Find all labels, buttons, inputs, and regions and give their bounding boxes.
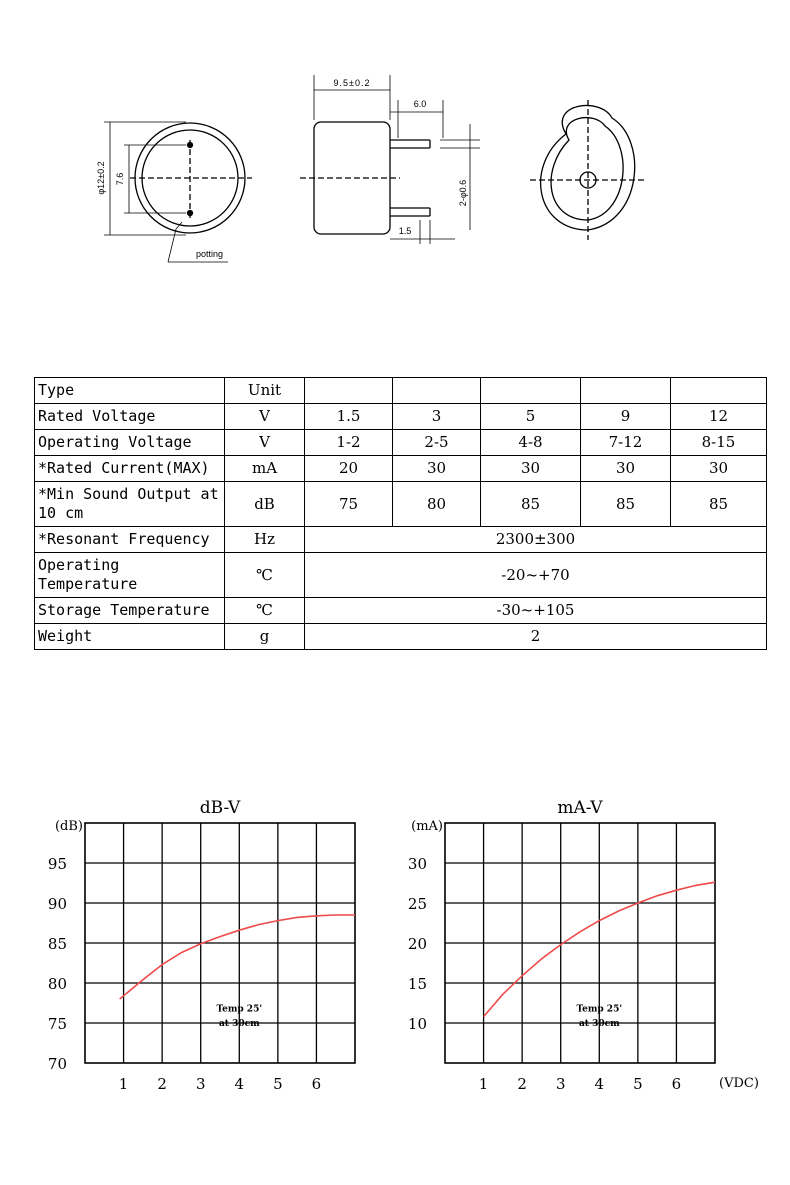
x-tick-label: 3	[195, 1075, 206, 1093]
cell-value: 9	[581, 404, 671, 430]
annotation-text: at 30cm	[218, 1018, 260, 1029]
row-label: Weight	[35, 624, 225, 650]
row-label: Operating Voltage	[35, 430, 225, 456]
row-unit: mA	[225, 456, 305, 482]
x-tick-label: 3	[555, 1075, 566, 1093]
table-row	[35, 598, 767, 624]
dim-diameter: φ12±0.2	[96, 161, 106, 195]
x-tick-label: 5	[273, 1075, 283, 1093]
row-label: *Rated Current(MAX)	[35, 456, 225, 482]
y-tick-label: 80	[47, 975, 67, 993]
x-tick-label: 4	[594, 1075, 605, 1093]
y-tick-label: 15	[407, 975, 427, 993]
y-tick-label: 70	[47, 1055, 67, 1073]
table-row	[35, 553, 767, 598]
row-label	[35, 553, 225, 598]
row-unit: V	[225, 404, 305, 430]
x-tick-label: 6	[671, 1075, 682, 1093]
cell-value: 30	[671, 456, 767, 482]
y-axis-label: (dB)	[54, 819, 83, 834]
y-tick-label: 25	[407, 895, 427, 913]
dim-pin-diameter: 2-φ0.6	[458, 179, 468, 207]
row-unit: ℃	[225, 553, 305, 598]
cell-value: -20~+70	[305, 553, 767, 598]
ma-v-chart	[400, 790, 760, 1100]
table-row	[35, 527, 767, 553]
cell-value: 2	[305, 624, 767, 650]
y-axis-label: (mA)	[411, 819, 443, 834]
cell-value: 2300±300	[305, 527, 767, 553]
cell-value: 85	[481, 482, 581, 527]
cell-value: 30	[393, 456, 481, 482]
x-tick-label: 1	[478, 1075, 489, 1093]
row-label-line: *Min Sound Output at	[38, 485, 219, 503]
x-tick-label: 2	[157, 1075, 167, 1093]
dim-pin-pitch: 7.6	[115, 172, 125, 186]
cell-value: 85	[581, 482, 671, 527]
x-tick-label: 4	[234, 1075, 245, 1093]
row-label: Storage Temperature	[35, 598, 225, 624]
dim-length: 9.5±0.2	[333, 78, 371, 88]
annotation-text: at 30cm	[578, 1018, 620, 1029]
table-row	[35, 404, 767, 430]
side-view-body	[314, 122, 390, 234]
row-unit: V	[225, 430, 305, 456]
x-tick-label: 1	[118, 1075, 129, 1093]
row-unit: ℃	[225, 598, 305, 624]
header-type: Type	[35, 378, 225, 404]
cell-value: 12	[671, 404, 767, 430]
x-tick-label: 6	[311, 1075, 322, 1093]
y-tick-label: 85	[47, 935, 67, 953]
chart-title: dB-V	[199, 798, 241, 818]
table-row	[35, 430, 767, 456]
cell-value: 5	[481, 404, 581, 430]
table-row	[35, 456, 767, 482]
cell-value: 1.5	[305, 404, 393, 430]
y-tick-label: 10	[407, 1015, 427, 1033]
cell-value: 2-5	[393, 430, 481, 456]
table-row	[35, 482, 767, 527]
cell-value: 3	[393, 404, 481, 430]
y-tick-label: 20	[407, 935, 427, 953]
db-v-chart	[40, 790, 370, 1100]
cell-value: 30	[581, 456, 671, 482]
row-label: Rated Voltage	[35, 404, 225, 430]
potting-label: potting	[196, 249, 224, 259]
spec-table	[34, 377, 767, 650]
y-tick-label: 30	[407, 855, 427, 873]
mechanical-drawing	[0, 0, 790, 290]
dim-pin-offset: 1.5	[398, 226, 412, 236]
cell-value: 80	[393, 482, 481, 527]
cell-value: 85	[671, 482, 767, 527]
cell-value: 7-12	[581, 430, 671, 456]
cell-value: 20	[305, 456, 393, 482]
dim-pin-length: 6.0	[413, 99, 427, 109]
row-label: *Resonant Frequency	[35, 527, 225, 553]
row-label-line: Operating	[38, 556, 120, 574]
x-tick-label: 2	[517, 1075, 527, 1093]
cell-value: 4-8	[481, 430, 581, 456]
row-label-line: 10 cm	[38, 504, 84, 522]
x-tick-label: 5	[633, 1075, 643, 1093]
header-unit: Unit	[225, 378, 305, 404]
annotation-text: Temp 25'	[576, 1004, 623, 1015]
y-tick-label: 95	[47, 855, 67, 873]
table-row	[35, 624, 767, 650]
cell-value: 8-15	[671, 430, 767, 456]
x-axis-label: (VDC)	[719, 1076, 759, 1091]
cell-value: 75	[305, 482, 393, 527]
cell-value: 1-2	[305, 430, 393, 456]
row-unit: dB	[225, 482, 305, 527]
y-tick-label: 75	[47, 1015, 67, 1033]
row-unit: Hz	[225, 527, 305, 553]
row-unit: g	[225, 624, 305, 650]
annotation-text: Temp 25'	[216, 1004, 263, 1015]
chart-title: mA-V	[557, 798, 603, 818]
cell-value: 30	[481, 456, 581, 482]
row-label-line: Temperature	[38, 575, 138, 593]
cell-value: -30~+105	[305, 598, 767, 624]
row-label	[35, 482, 225, 527]
series-line	[120, 915, 355, 999]
table-header-row	[35, 378, 767, 404]
y-tick-label: 90	[47, 895, 67, 913]
